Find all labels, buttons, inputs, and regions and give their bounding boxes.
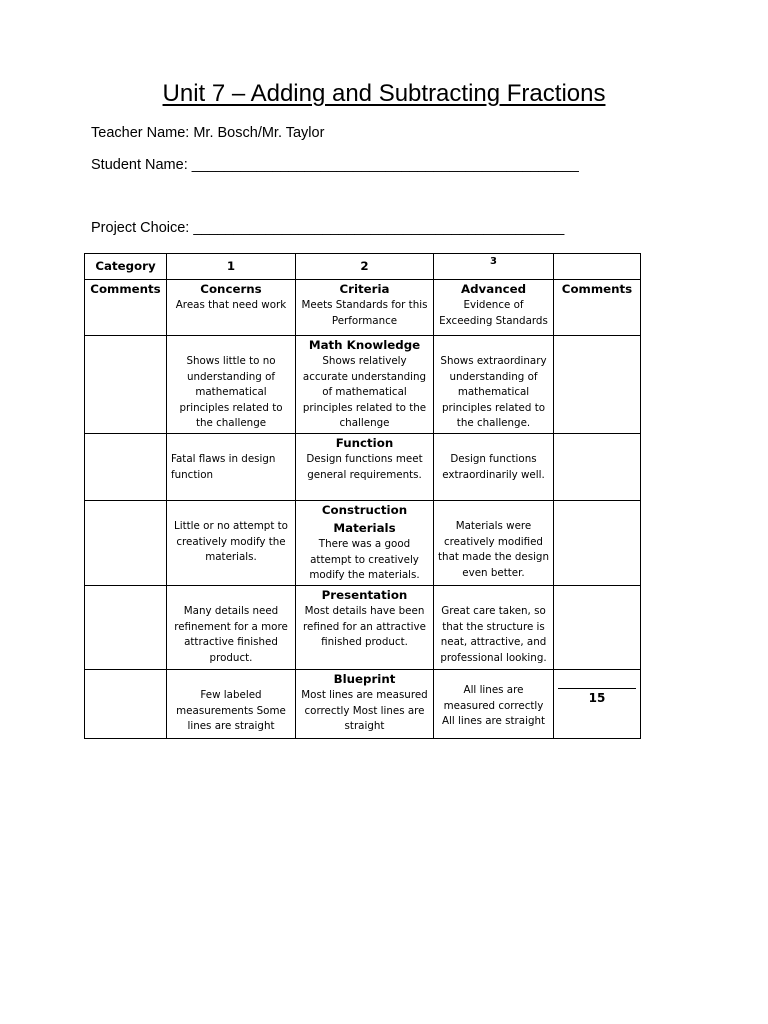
level-cell-concerns <box>167 280 296 336</box>
project-choice-field: Project Choice: ______________________________________________ <box>91 220 565 236</box>
row-level-3-cell: Great care taken, so that the structure is neat, attractive, and professional looking. <box>434 586 554 670</box>
row-level-1-cell: Little or no attempt to creatively modify the materials. <box>167 501 296 586</box>
level-cell-advanced <box>434 280 554 336</box>
total-cell <box>554 670 641 739</box>
row-category-cell <box>85 336 167 434</box>
table-row <box>85 336 641 434</box>
criterion-title: Math Knowledge <box>308 338 421 352</box>
table-row <box>85 586 641 670</box>
level-title: Criteria <box>339 282 390 296</box>
row-level-1-cell: Shows little to no understanding of mathematical principles related to the challenge <box>167 336 296 434</box>
level-cell-comments-left <box>85 280 167 336</box>
level-desc: Evidence of Exceeding Standards <box>439 299 548 327</box>
row-level-2-cell <box>296 501 434 586</box>
total-score: 15 <box>588 691 606 705</box>
row-level-3-cell: All lines are measured correctly All lines are straight <box>434 670 554 739</box>
row-level-1-cell: Fatal flaws in design function <box>167 434 296 501</box>
row-level-2-cell <box>296 670 434 739</box>
row-level-1-cell: Few labeled measurements Some lines are straight <box>167 670 296 739</box>
level-cell-criteria <box>296 280 434 336</box>
criterion-desc: Design functions meet general requirements. <box>306 453 423 481</box>
header-blank <box>554 254 641 280</box>
row-comments-cell <box>554 586 641 670</box>
header-category: Category <box>85 254 167 280</box>
teacher-name: Teacher Name: Mr. Bosch/Mr. Taylor <box>91 125 325 141</box>
row-level-1-cell: Many details need refinement for a more attractive finished product. <box>167 586 296 670</box>
total-score-line <box>558 688 636 689</box>
row-level-2-cell <box>296 586 434 670</box>
row-category-cell <box>85 501 167 586</box>
criterion-title: Construction Materials <box>321 503 408 535</box>
criterion-desc: Most details have been refined for an attractive finished product. <box>303 605 426 648</box>
criterion-desc: There was a good attempt to creatively modify the materials. <box>309 538 420 581</box>
level-title: Concerns <box>200 282 262 296</box>
criterion-title: Blueprint <box>333 672 396 686</box>
level-desc: Areas that need work <box>175 299 287 311</box>
row-level-3-cell: Shows extraordinary understanding of mathematical principles related to the challenge. <box>434 336 554 434</box>
level-desc: Meets Standards for this Performance <box>301 299 428 327</box>
row-category-cell <box>85 434 167 501</box>
level-cell-comments-right <box>554 280 641 336</box>
criterion-desc: Shows relatively accurate understanding of mathematical principles related to the challenge <box>302 355 427 429</box>
criterion-title: Presentation <box>321 588 408 602</box>
levels-row <box>85 280 641 336</box>
table-row <box>85 501 641 586</box>
row-level-3-cell: Design functions extraordinarily well. <box>434 434 554 501</box>
header-level-1: 1 <box>167 254 296 280</box>
header-level-2: 2 <box>296 254 434 280</box>
row-level-2-cell <box>296 336 434 434</box>
row-category-cell <box>85 586 167 670</box>
header-level-3: 3 <box>434 254 554 280</box>
row-category-cell <box>85 670 167 739</box>
level-title: Comments <box>90 282 161 296</box>
table-row <box>85 670 641 739</box>
criterion-title: Function <box>335 436 394 450</box>
level-title: Comments <box>561 282 633 296</box>
level-title: Advanced <box>460 282 527 296</box>
row-level-3-cell: Materials were creatively modified that made the design even better. <box>434 501 554 586</box>
row-comments-cell <box>554 501 641 586</box>
document-title: Unit 7 – Adding and Subtracting Fractions <box>162 80 606 107</box>
criterion-desc: Most lines are measured correctly Most lines are straight <box>301 689 428 732</box>
row-comments-cell <box>554 336 641 434</box>
table-row <box>85 434 641 501</box>
student-name-field: Student Name: ________________________________________________ <box>91 157 579 173</box>
row-level-2-cell <box>296 434 434 501</box>
header-row <box>85 254 641 280</box>
rubric-table <box>84 253 641 739</box>
row-comments-cell <box>554 434 641 501</box>
